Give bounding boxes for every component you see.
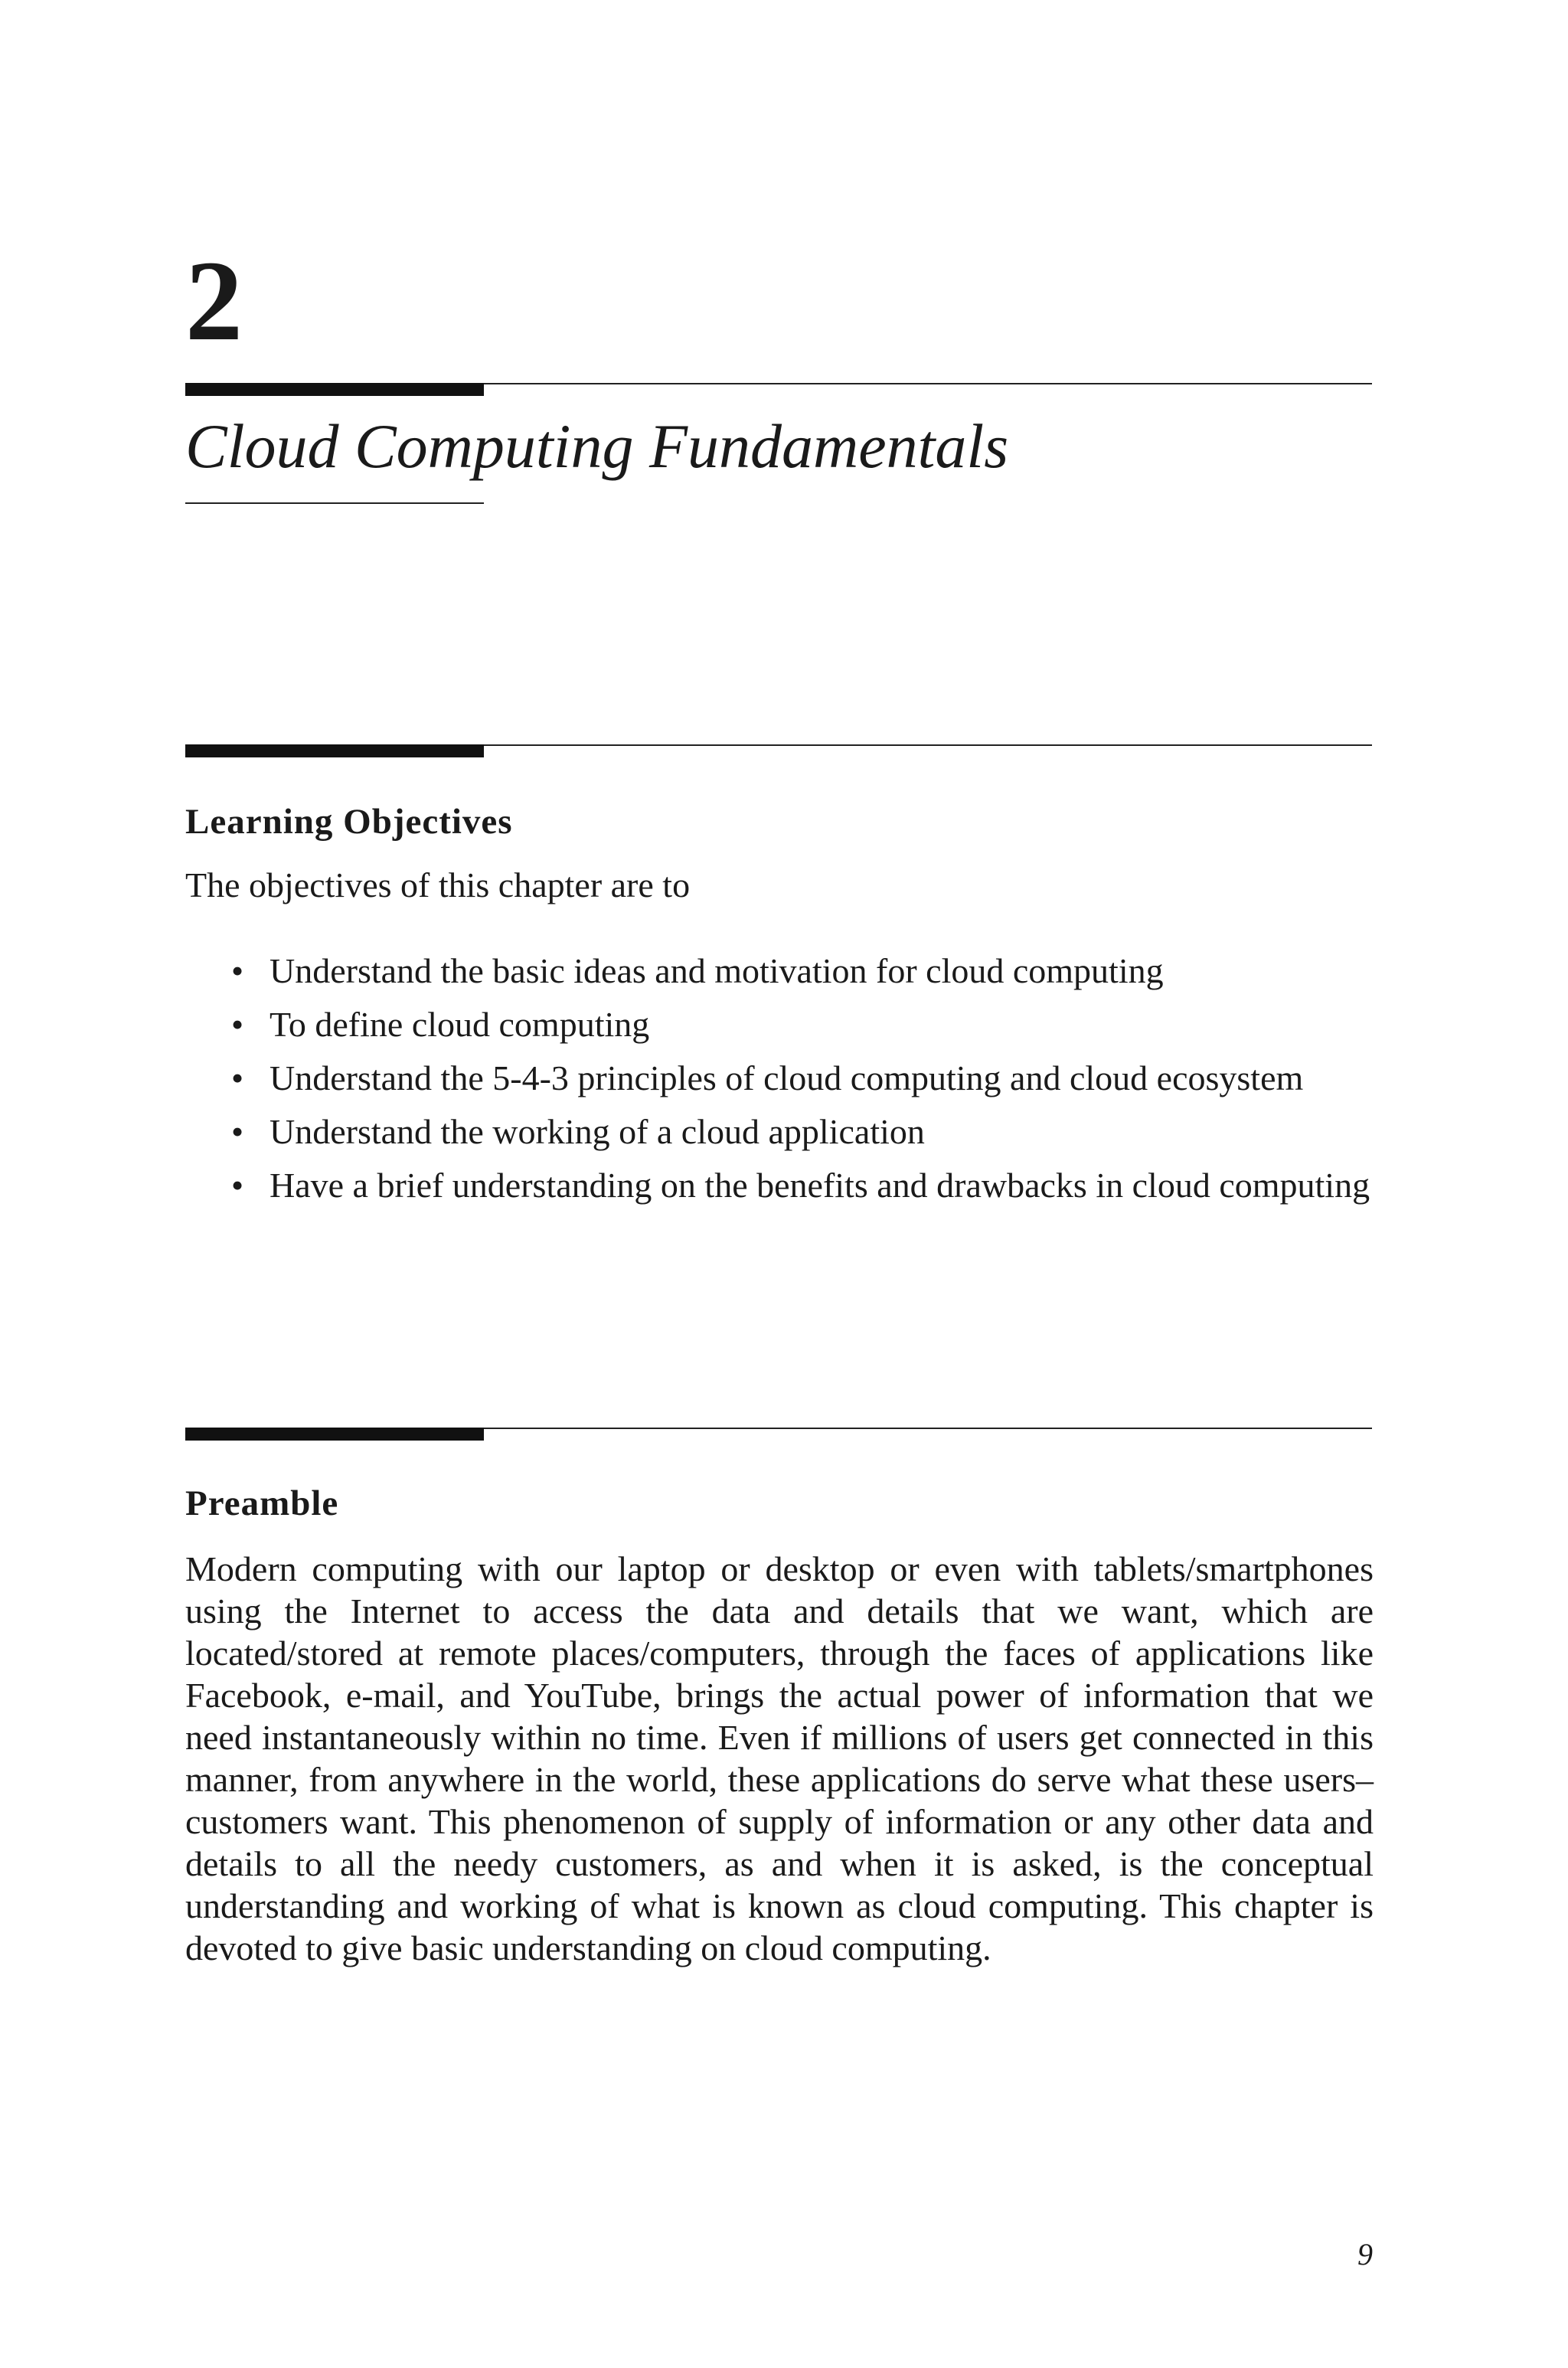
bullet: • — [231, 1058, 244, 1097]
page-number: 9 — [1357, 2237, 1373, 2272]
chapter-rule-thick — [185, 383, 484, 396]
objectives-rule-thick — [185, 744, 484, 757]
preamble-paragraph: Modern computing with our laptop or desktop or even with tablets/smartphones using the Internet to access the data and details that we want, which are located/stored at remote places/computers, through the faces of applications like Facebook, e-mail, and YouTube, brings the actual power of information that we need instantaneously within no time. Even if millions of users get connected in this manner, from anywhere in the world, these applications do serve what these users–customers want. This phenomenon of supply of information or any other data and details to all the needy customers, as and when it is asked, is the conceptual understanding and working of what is known as cloud computing. This chapter is devoted to give basic understanding on cloud computing. — [185, 1549, 1374, 1967]
chapter-title: Cloud Computing Fundamentals — [185, 411, 1009, 481]
chapter-title-underline — [185, 502, 484, 504]
bullet: • — [231, 1112, 244, 1151]
list-item-text: Have a brief understanding on the benefits and drawbacks in cloud computing — [270, 1166, 1370, 1205]
list-item — [231, 1003, 1375, 1045]
list-item-text: Understand the working of a cloud application — [270, 1112, 925, 1151]
list-item-text: To define cloud computing — [270, 1005, 650, 1044]
list-item — [231, 1110, 1375, 1153]
list-item — [231, 1164, 1375, 1206]
objectives-intro: The objectives of this chapter are to — [185, 865, 691, 904]
learning-objectives-heading: Learning Objectives — [185, 802, 513, 842]
preamble-rule-thin — [484, 1428, 1372, 1429]
bullet: • — [231, 1166, 244, 1205]
objectives-list — [231, 950, 1375, 1218]
preamble-rule-thick — [185, 1428, 484, 1441]
bullet: • — [231, 1005, 244, 1044]
bullet: • — [231, 951, 244, 990]
objectives-rule-thin — [484, 744, 1372, 746]
list-item-text: Understand the basic ideas and motivation for cloud computing — [270, 951, 1164, 990]
list-item — [231, 1057, 1375, 1099]
preamble-heading: Preamble — [185, 1483, 339, 1523]
chapter-number: 2 — [185, 237, 243, 365]
list-item — [231, 950, 1375, 992]
chapter-rule-thin — [484, 383, 1372, 384]
list-item-text: Understand the 5-4-3 principles of cloud computing and cloud ecosystem — [270, 1058, 1304, 1097]
